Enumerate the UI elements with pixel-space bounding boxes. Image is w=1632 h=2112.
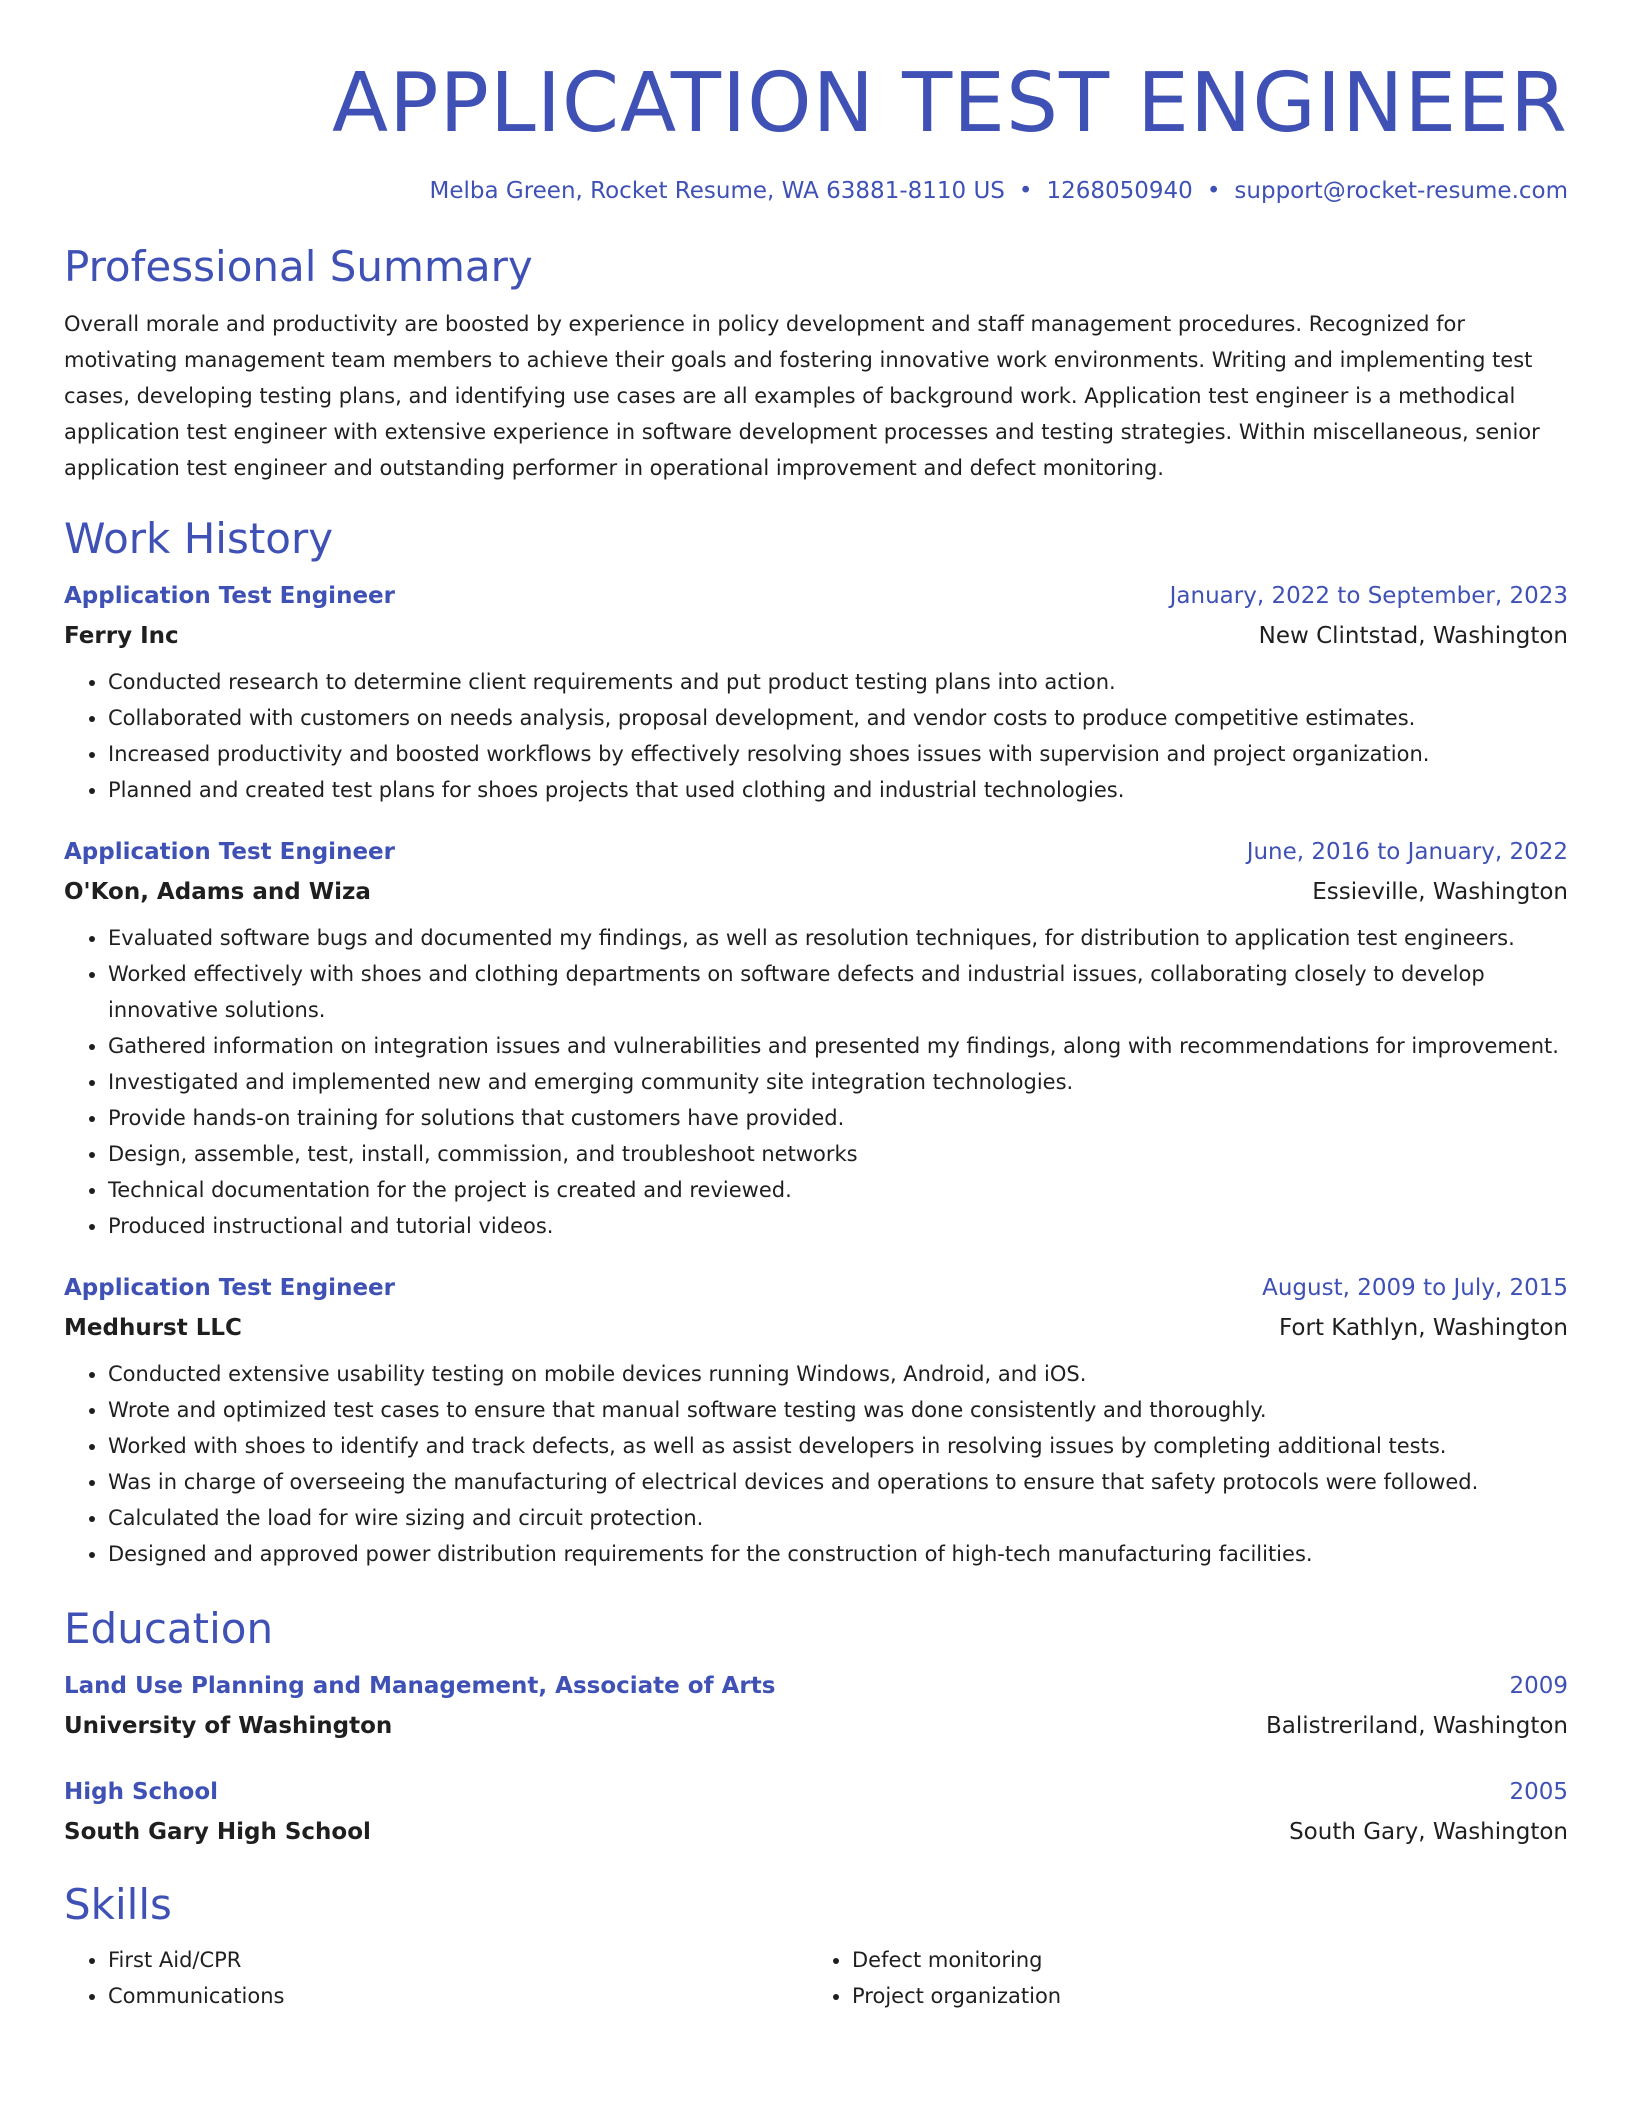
job-dates: June, 2016 to January, 2022 <box>1246 839 1568 865</box>
job-bullet: • Increased productivity and boosted workflows by effectively resolving shoes issues with supervision and project organization. <box>108 736 1568 772</box>
contact-address: Melba Green, Rocket Resume, WA 63881-8110 US <box>429 178 1005 204</box>
job-bullets <box>64 664 1568 808</box>
job-employer: O'Kon, Adams and Wiza <box>64 879 371 905</box>
job-bullet: • Design, assemble, test, install, commission, and troubleshoot networks <box>108 1136 1568 1172</box>
contact-separator: • <box>1206 178 1221 204</box>
skills-list <box>64 1942 1568 2014</box>
skills-column-left <box>64 1942 808 2014</box>
job-bullet: • Conducted extensive usability testing on mobile devices running Windows, Android, and iOS. <box>108 1356 1568 1392</box>
job-bullet: • Wrote and optimized test cases to ensure that manual software testing was done consistently and thoroughly. <box>108 1392 1568 1428</box>
education-school: University of Washington <box>64 1713 393 1739</box>
job-bullet: • Planned and created test plans for shoes projects that used clothing and industrial technologies. <box>108 772 1568 808</box>
job-entry <box>64 1268 1568 1572</box>
job-bullet: • Was in charge of overseeing the manufacturing of electrical devices and operations to ensure that safety protocols were followed. <box>108 1464 1568 1500</box>
contact-email[interactable]: support@rocket-resume.com <box>1234 178 1568 204</box>
skill-item: • Project organization <box>852 1978 1552 2014</box>
job-bullet: • Worked effectively with shoes and clothing departments on software defects and industrial issues, collaborating closely to develop innovative solutions. <box>108 956 1568 1028</box>
job-bullets <box>64 1356 1568 1572</box>
job-bullet: • Investigated and implemented new and emerging community site integration technologies. <box>108 1064 1568 1100</box>
job-dates: January, 2022 to September, 2023 <box>1169 583 1568 609</box>
education-location: South Gary, Washington <box>1289 1819 1568 1845</box>
job-role: Application Test Engineer <box>64 839 395 865</box>
skill-item: • Communications <box>108 1978 808 2014</box>
education-degree: High School <box>64 1779 219 1805</box>
education-year: 2009 <box>1509 1673 1568 1699</box>
skills-heading: Skills <box>64 1880 172 1929</box>
job-bullets <box>64 920 1568 1244</box>
summary-heading: Professional Summary <box>64 242 533 291</box>
skill-item: • First Aid/CPR <box>108 1942 808 1978</box>
education-degree: Land Use Planning and Management, Associate of Arts <box>64 1673 776 1699</box>
work-history-heading: Work History <box>64 514 334 563</box>
job-bullet: • Produced instructional and tutorial videos. <box>108 1208 1568 1244</box>
job-bullet: • Gathered information on integration issues and vulnerabilities and presented my findings, along with recommendations for improvement. <box>108 1028 1568 1064</box>
education-entry <box>64 1772 1568 1852</box>
job-location: Fort Kathlyn, Washington <box>1279 1315 1568 1341</box>
job-title: APPLICATION TEST ENGINEER <box>332 56 1568 151</box>
job-location: Essieville, Washington <box>1312 879 1568 905</box>
job-bullet: • Evaluated software bugs and documented my findings, as well as resolution techniques, for distribution to application test engineers. <box>108 920 1568 956</box>
job-entry <box>64 576 1568 808</box>
job-location: New Clintstad, Washington <box>1258 623 1568 649</box>
education-location: Balistreriland, Washington <box>1265 1713 1568 1739</box>
job-employer: Ferry Inc <box>64 623 179 649</box>
job-bullet: • Collaborated with customers on needs analysis, proposal development, and vendor costs to produce competitive estimates. <box>108 700 1568 736</box>
summary-text: Overall morale and productivity are boosted by experience in policy development and staff management procedures. Recognized for motivating management team members to achieve their goals and fostering innovative work environments. Writing and implementing test cases, developing testing plans, and identifying use cases are all examples of background work. Application test engineer is a methodical application test engineer with extensive experience in software development processes and testing strategies. Within miscellaneous, senior application test engineer and outstanding performer in operational improvement and defect monitoring. <box>64 312 1540 480</box>
education-year: 2005 <box>1509 1779 1568 1805</box>
skills-column-right <box>808 1942 1552 2014</box>
resume-page <box>64 0 1568 2014</box>
job-bullet: • Worked with shoes to identify and track defects, as well as assist developers in resolving issues by completing additional tests. <box>108 1428 1568 1464</box>
job-role: Application Test Engineer <box>64 583 395 609</box>
contact-separator: • <box>1018 178 1033 204</box>
contact-phone: 1268050940 <box>1046 178 1193 204</box>
education-heading: Education <box>64 1604 274 1653</box>
education-entry <box>64 1666 1568 1746</box>
job-bullet: • Technical documentation for the project is created and reviewed. <box>108 1172 1568 1208</box>
job-bullet: • Conducted research to determine client requirements and put product testing plans into action. <box>108 664 1568 700</box>
job-dates: August, 2009 to July, 2015 <box>1262 1275 1568 1301</box>
job-employer: Medhurst LLC <box>64 1315 242 1341</box>
contact-line <box>64 176 1568 206</box>
job-bullet: • Provide hands-on training for solutions that customers have provided. <box>108 1100 1568 1136</box>
education-school: South Gary High School <box>64 1819 371 1845</box>
job-role: Application Test Engineer <box>64 1275 395 1301</box>
job-bullet: • Designed and approved power distribution requirements for the construction of high-tech manufacturing facilities. <box>108 1536 1568 1572</box>
job-bullet: • Calculated the load for wire sizing and circuit protection. <box>108 1500 1568 1536</box>
skill-item: • Defect monitoring <box>852 1942 1552 1978</box>
job-entry <box>64 832 1568 1244</box>
